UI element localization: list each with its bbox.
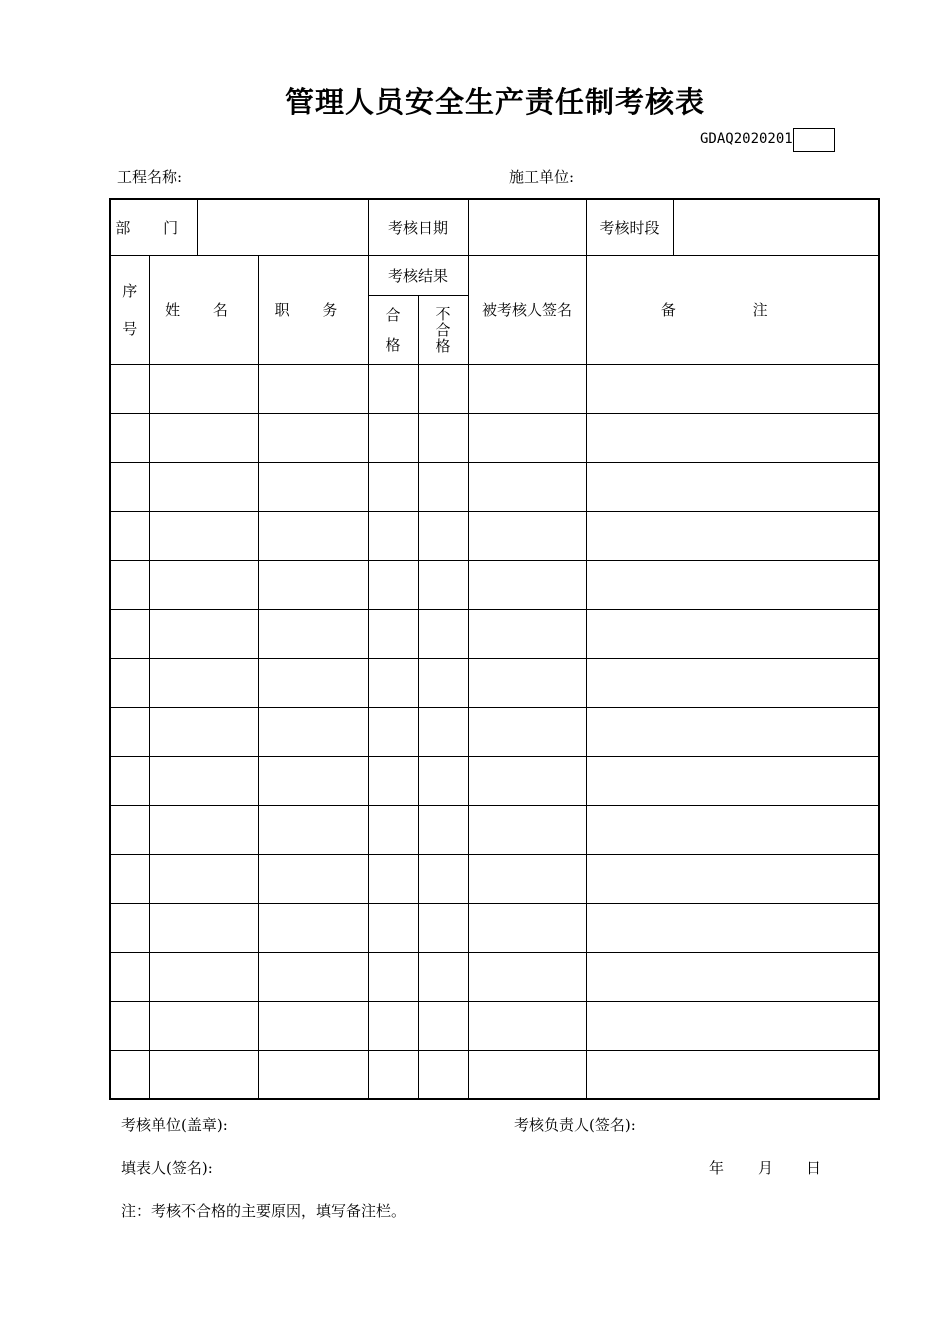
name-cell[interactable] [149, 1050, 258, 1099]
pass-cell[interactable] [368, 707, 418, 756]
name-cell[interactable] [149, 952, 258, 1001]
seq-char-2: 号 [122, 319, 138, 338]
department-value-cell[interactable] [197, 199, 368, 255]
pass-char-2: 格 [385, 335, 401, 354]
construction-unit-label: 施工单位: [509, 168, 575, 186]
fail-cell[interactable] [418, 658, 468, 707]
year-label: 年 [709, 1159, 725, 1177]
fail-cell[interactable] [418, 952, 468, 1001]
position-cell[interactable] [258, 560, 368, 609]
result-header: 考核结果 [368, 255, 468, 295]
pass-cell[interactable] [368, 511, 418, 560]
name-cell[interactable] [149, 560, 258, 609]
signature-cell[interactable] [468, 609, 586, 658]
signature-cell[interactable] [468, 952, 586, 1001]
month-label: 月 [758, 1159, 774, 1177]
fail-cell[interactable] [418, 609, 468, 658]
remarks-header-label: 备 注 [660, 301, 804, 319]
pass-cell[interactable] [368, 658, 418, 707]
assess-leader-label: 考核负责人(签名): [514, 1116, 636, 1134]
signature-cell[interactable] [468, 805, 586, 854]
assess-unit-label: 考核单位(盖章): [121, 1116, 228, 1134]
signature-cell[interactable] [468, 854, 586, 903]
seq-cell[interactable] [110, 707, 149, 756]
fail-cell[interactable] [418, 560, 468, 609]
fail-cell[interactable] [418, 903, 468, 952]
pass-cell[interactable] [368, 756, 418, 805]
seq-cell[interactable] [110, 1050, 149, 1099]
signature-cell[interactable] [468, 413, 586, 462]
table-row [110, 903, 879, 952]
remarks-cell[interactable] [586, 560, 879, 609]
table-row [110, 707, 879, 756]
seq-char-1: 序 [122, 281, 138, 300]
remarks-cell[interactable] [586, 756, 879, 805]
signature-cell[interactable] [468, 1050, 586, 1099]
name-cell[interactable] [149, 462, 258, 511]
remarks-cell[interactable] [586, 1001, 879, 1050]
assessment-table [109, 198, 880, 1100]
table-row [110, 1001, 879, 1050]
signature-header: 被考核人签名 [468, 255, 586, 364]
seq-cell[interactable] [110, 658, 149, 707]
department-label: 部 门 [115, 218, 193, 237]
pass-cell[interactable] [368, 952, 418, 1001]
seq-cell[interactable] [110, 854, 149, 903]
table-row [110, 658, 879, 707]
remarks-cell[interactable] [586, 413, 879, 462]
remarks-cell[interactable] [586, 364, 879, 413]
name-cell[interactable] [149, 511, 258, 560]
seq-cell[interactable] [110, 805, 149, 854]
seq-cell[interactable] [110, 609, 149, 658]
table-row [110, 1050, 879, 1099]
pass-cell[interactable] [368, 364, 418, 413]
footnote: 注：考核不合格的主要原因，填写备注栏。 [121, 1202, 407, 1220]
fail-cell[interactable] [418, 462, 468, 511]
seq-cell[interactable] [110, 413, 149, 462]
table-row [110, 560, 879, 609]
position-cell[interactable] [258, 805, 368, 854]
position-cell[interactable] [258, 903, 368, 952]
remarks-cell[interactable] [586, 854, 879, 903]
position-cell[interactable] [258, 413, 368, 462]
table-row [110, 413, 879, 462]
name-cell[interactable] [149, 707, 258, 756]
department-label-cell [110, 199, 197, 255]
remarks-cell[interactable] [586, 903, 879, 952]
fail-cell[interactable] [418, 511, 468, 560]
remarks-header [586, 255, 879, 364]
fail-cell[interactable] [418, 364, 468, 413]
name-header-label: 姓 名 [165, 301, 242, 319]
remarks-cell[interactable] [586, 511, 879, 560]
position-header-label: 职 务 [274, 301, 352, 319]
header-row-1 [110, 255, 879, 295]
table-row [110, 462, 879, 511]
table-row [110, 364, 879, 413]
seq-cell[interactable] [110, 756, 149, 805]
position-header [258, 255, 368, 364]
name-cell[interactable] [149, 805, 258, 854]
seq-cell[interactable] [110, 903, 149, 952]
remarks-cell[interactable] [586, 658, 879, 707]
name-cell[interactable] [149, 658, 258, 707]
seq-cell[interactable] [110, 1001, 149, 1050]
signature-cell[interactable] [468, 903, 586, 952]
project-name-label: 工程名称: [117, 168, 183, 186]
seq-cell[interactable] [110, 560, 149, 609]
department-row [110, 199, 879, 255]
pass-char-1: 合 [385, 305, 401, 324]
position-cell[interactable] [258, 1001, 368, 1050]
signature-cell[interactable] [468, 364, 586, 413]
position-cell[interactable] [258, 462, 368, 511]
pass-cell[interactable] [368, 560, 418, 609]
pass-cell[interactable] [368, 1050, 418, 1099]
table-row [110, 511, 879, 560]
remarks-cell[interactable] [586, 707, 879, 756]
signature-cell[interactable] [468, 462, 586, 511]
pass-cell[interactable] [368, 854, 418, 903]
assess-date-label: 考核日期 [368, 199, 468, 255]
pass-cell[interactable] [368, 805, 418, 854]
fail-cell[interactable] [418, 756, 468, 805]
position-cell[interactable] [258, 364, 368, 413]
remarks-cell[interactable] [586, 952, 879, 1001]
assess-date-value-cell[interactable] [468, 199, 586, 255]
pass-header [368, 295, 418, 364]
position-cell[interactable] [258, 707, 368, 756]
fail-header [418, 295, 468, 364]
fail-cell[interactable] [418, 1050, 468, 1099]
signature-cell[interactable] [468, 1001, 586, 1050]
pass-cell[interactable] [368, 609, 418, 658]
fail-char-3: 格 [435, 336, 451, 355]
fail-char-2: 合 [435, 320, 451, 339]
signature-cell[interactable] [468, 511, 586, 560]
position-cell[interactable] [258, 756, 368, 805]
signature-cell[interactable] [468, 560, 586, 609]
name-cell[interactable] [149, 1001, 258, 1050]
name-cell[interactable] [149, 609, 258, 658]
table-row [110, 952, 879, 1001]
table-row [110, 805, 879, 854]
seq-header [110, 255, 149, 364]
table-row [110, 854, 879, 903]
fail-cell[interactable] [418, 1001, 468, 1050]
pass-cell[interactable] [368, 413, 418, 462]
remarks-cell[interactable] [586, 462, 879, 511]
form-code-box[interactable] [793, 128, 835, 152]
seq-cell[interactable] [110, 364, 149, 413]
fail-cell[interactable] [418, 805, 468, 854]
position-cell[interactable] [258, 511, 368, 560]
pass-cell[interactable] [368, 1001, 418, 1050]
assess-period-label: 考核时段 [586, 199, 673, 255]
assess-period-value-cell[interactable] [673, 199, 879, 255]
fail-cell[interactable] [418, 413, 468, 462]
data-rows [110, 364, 879, 1099]
remarks-cell[interactable] [586, 805, 879, 854]
fail-cell[interactable] [418, 707, 468, 756]
remarks-cell[interactable] [586, 609, 879, 658]
seq-cell[interactable] [110, 462, 149, 511]
form-code: GDAQ2020201 [700, 131, 793, 147]
filler-label: 填表人(签名): [121, 1159, 213, 1177]
position-cell[interactable] [258, 854, 368, 903]
pass-cell[interactable] [368, 462, 418, 511]
form-title: 管理人员安全生产责任制考核表 [284, 85, 705, 119]
position-cell[interactable] [258, 1050, 368, 1099]
signature-cell[interactable] [468, 707, 586, 756]
signature-cell[interactable] [468, 756, 586, 805]
name-cell[interactable] [149, 756, 258, 805]
name-header [149, 255, 258, 364]
position-cell[interactable] [258, 658, 368, 707]
pass-cell[interactable] [368, 903, 418, 952]
name-cell[interactable] [149, 413, 258, 462]
position-cell[interactable] [258, 952, 368, 1001]
signature-cell[interactable] [468, 658, 586, 707]
seq-cell[interactable] [110, 952, 149, 1001]
name-cell[interactable] [149, 903, 258, 952]
table-row [110, 756, 879, 805]
name-cell[interactable] [149, 854, 258, 903]
position-cell[interactable] [258, 609, 368, 658]
fail-char-1: 不 [435, 304, 451, 323]
seq-cell[interactable] [110, 511, 149, 560]
fail-cell[interactable] [418, 854, 468, 903]
day-label: 日 [806, 1159, 822, 1177]
table-row [110, 609, 879, 658]
remarks-cell[interactable] [586, 1050, 879, 1099]
name-cell[interactable] [149, 364, 258, 413]
